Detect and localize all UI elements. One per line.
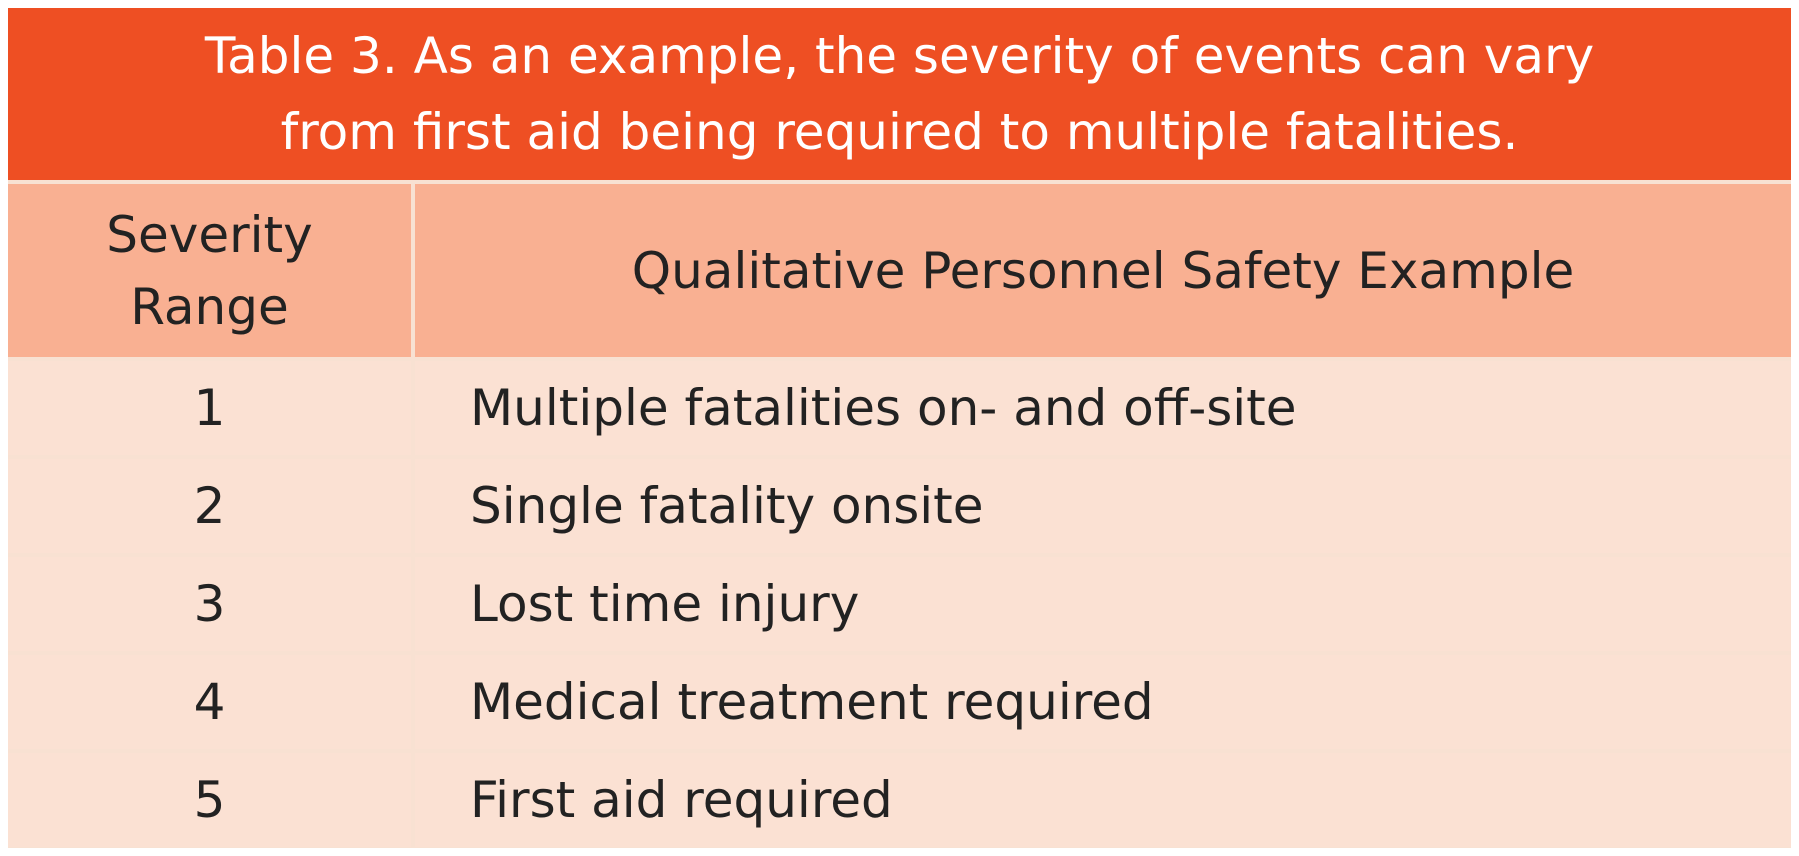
table-header-row bbox=[8, 184, 1791, 357]
caption-line-1: Table 3. As an example, the severity of events can vary bbox=[204, 27, 1595, 85]
header-qualitative-example: Qualitative Personnel Safety Example bbox=[415, 184, 1791, 357]
severity-table bbox=[8, 8, 1791, 848]
severity-cell: 2 bbox=[8, 459, 411, 553]
example-cell: First aid required bbox=[415, 753, 1791, 847]
severity-cell: 4 bbox=[8, 655, 411, 749]
severity-cell: 1 bbox=[8, 361, 411, 455]
table-row bbox=[8, 361, 1791, 455]
header-severity-line-2: Range bbox=[130, 277, 289, 336]
header-severity-range bbox=[8, 184, 411, 357]
severity-cell: 3 bbox=[8, 557, 411, 651]
example-cell: Lost time injury bbox=[415, 557, 1791, 651]
table-row bbox=[8, 459, 1791, 553]
severity-cell: 5 bbox=[8, 753, 411, 847]
example-cell: Multiple fatalities on- and off-site bbox=[415, 361, 1791, 455]
example-cell: Single fatality onsite bbox=[415, 459, 1791, 553]
table-caption bbox=[8, 8, 1791, 180]
table-row bbox=[8, 753, 1791, 847]
table-row bbox=[8, 655, 1791, 749]
example-cell: Medical treatment required bbox=[415, 655, 1791, 749]
header-severity-line-1: Severity bbox=[106, 205, 313, 264]
table-row bbox=[8, 557, 1791, 651]
caption-line-2: from first aid being required to multiple fatalities. bbox=[280, 103, 1519, 161]
